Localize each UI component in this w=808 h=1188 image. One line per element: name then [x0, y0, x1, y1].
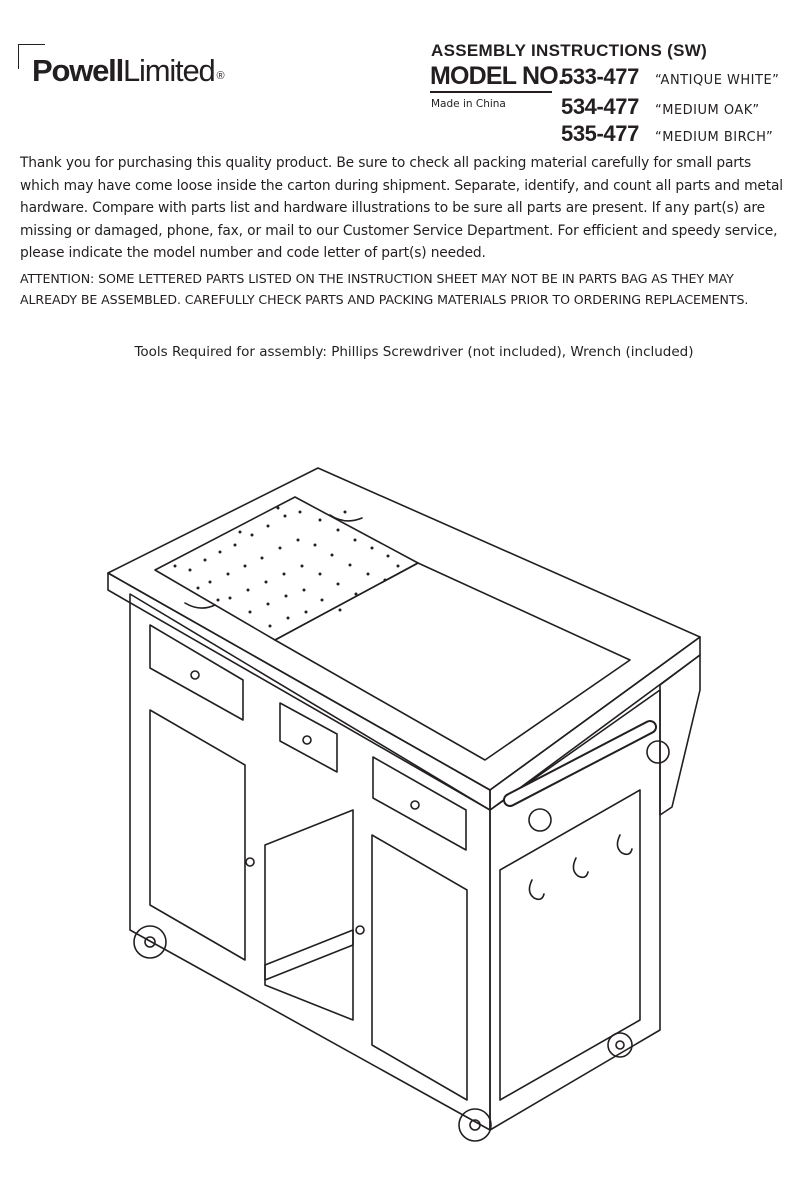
top-handle-front	[185, 603, 215, 608]
kitchen-cart-illustration	[0, 380, 808, 1180]
stainless-insert	[275, 563, 630, 760]
cabinet-front	[130, 594, 490, 1130]
model-finish: “MEDIUM OAK”	[655, 103, 760, 118]
document-title: ASSEMBLY INSTRUCTIONS (SW)	[431, 41, 708, 60]
model-number: 534-477	[561, 94, 639, 119]
caster-wheel	[459, 1109, 491, 1141]
left-door	[150, 710, 245, 960]
drop-leaf	[660, 655, 700, 815]
model-finish: “ANTIQUE WHITE”	[655, 73, 780, 88]
attention-notice: ATTENTION: SOME LETTERED PARTS LISTED ON THE INSTRUCTION SHEET MAY NOT BE IN PARTS BAG AS THEY MAY ALREADY BE ASSEMBLED. CAREFULLY CHECK PARTS AND PACKING MATERIALS PRIOR TO ORDERING REPLACEMENTS.	[20, 271, 749, 307]
hook-icon	[573, 858, 588, 877]
logo-wordmark	[32, 54, 225, 93]
model-number: 533-477	[561, 64, 639, 89]
model-label-underline	[430, 91, 552, 93]
open-shelf-frame	[265, 810, 353, 1020]
cart-top-side-edge	[490, 637, 700, 810]
logo-bold-text: Powell	[32, 53, 123, 88]
cabinet-side	[490, 690, 660, 1130]
cart-top-front-edge	[108, 573, 490, 810]
towel-bar-inner	[510, 727, 650, 800]
door-knob	[246, 858, 254, 866]
registered-mark: ®	[216, 70, 225, 82]
drawer-knob	[411, 801, 419, 809]
hook-icon	[617, 835, 632, 854]
model-finish: “MEDIUM BIRCH”	[655, 130, 774, 145]
powell-logo	[18, 44, 280, 90]
model-row-3	[561, 121, 773, 147]
right-door	[372, 835, 467, 1100]
drawer-knob	[191, 671, 199, 679]
model-row-2	[561, 94, 760, 120]
model-row-1	[561, 64, 779, 90]
top-handle-back	[330, 515, 362, 521]
tools-required: Tools Required for assembly: Phillips Screwdriver (not included), Wrench (included)	[134, 344, 694, 360]
towel-bar-end	[529, 809, 551, 831]
towel-bar-end	[647, 741, 669, 763]
intro-paragraph: Thank you for purchasing this quality product. Be sure to check all packing material carefully for small parts which may have come loose inside the carton during shipment. Separate, identify, and count all parts and metal hardware. Compare with parts list and hardware illustrations to be sure all parts are present. If any part(s) are missing or damaged, phone, fax, or mail to our Customer Service Department. For efficient and speedy service, please indicate the model number and code letter of part(s) needed.	[20, 155, 783, 261]
logo-light-text: Limited	[123, 53, 215, 88]
lower-shelf	[265, 930, 353, 980]
model-number: 535-477	[561, 121, 639, 146]
door-knob	[356, 926, 364, 934]
granite-speckles	[174, 507, 400, 628]
made-in-text: Made in China	[431, 98, 506, 110]
model-number-label: MODEL NO.	[430, 62, 565, 90]
hook-icon	[529, 880, 544, 899]
granite-insert	[155, 497, 418, 640]
drawer-knob	[303, 736, 311, 744]
left-drawer	[150, 625, 243, 720]
